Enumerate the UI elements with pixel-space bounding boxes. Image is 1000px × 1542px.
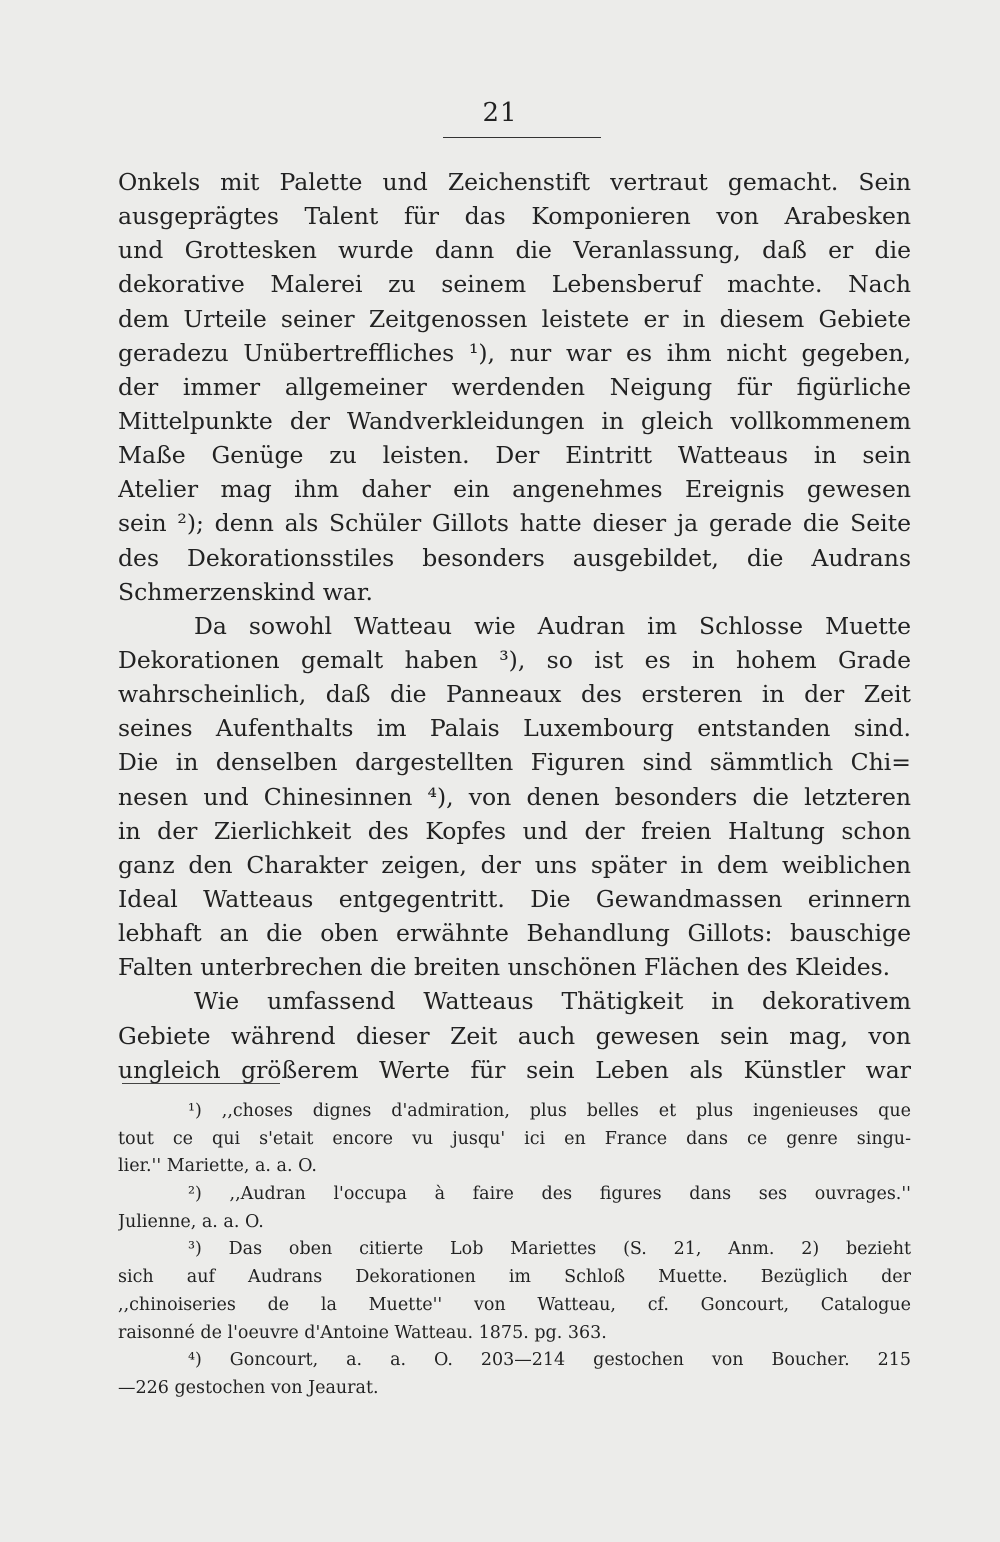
text-line: Wie umfassend Watteaus Thätigkeit in dekorativem — [194, 987, 911, 1016]
footnote-line: ,,chinoiseries de la Muette'' von Watteau, cf. Goncourt, Catalogue — [118, 1294, 911, 1315]
footnote-line: raisonné de l'oeuvre d'Antoine Watteau. 1875. pg. 363. — [118, 1322, 607, 1343]
text-line: ausgeprägtes Talent für das Komponieren von Arabesken — [118, 202, 911, 231]
body-text — [118, 165, 911, 1087]
text-line: in der Zierlichkeit des Kopfes und der freien Haltung schon — [118, 816, 911, 845]
text-line: Schmerzenskind war. — [118, 577, 373, 606]
text-line: und Grottesken wurde dann die Veranlassung, daß er die — [118, 236, 911, 265]
text-line: Mittelpunkte der Wandverkleidungen in gleich vollkommenem — [118, 406, 911, 435]
text-line: Gebiete während dieser Zeit auch gewesen sein mag, von — [118, 1021, 911, 1050]
footnote-line: ³) Das oben citierte Lob Mariettes (S. 21, Anm. 2) bezieht — [188, 1239, 911, 1260]
text-line: Da sowohl Watteau wie Audran im Schlosse Muette — [194, 611, 911, 640]
text-line: lebhaft an die oben erwähnte Behandlung Gillots: bauschige — [118, 919, 911, 948]
footnote-rule — [122, 1083, 280, 1084]
footnote-line: sich auf Audrans Dekorationen im Schloß Muette. Bezüglich der — [118, 1267, 911, 1288]
text-line: sein ²); denn als Schüler Gillots hatte dieser ja gerade die Seite — [118, 509, 911, 538]
text-line: der immer allgemeiner werdenden Neigung für figürliche — [118, 372, 911, 401]
footnote-line: ¹) ,,choses dignes d'admiration, plus belles et plus ingenieuses que — [188, 1101, 911, 1121]
footnote-line: tout ce qui s'etait encore vu jusqu' ici en France dans ce genre singu- — [118, 1128, 911, 1149]
text-line: Onkels mit Palette und Zeichenstift vertraut gemacht. Sein — [118, 168, 911, 196]
footnote-line: Julienne, a. a. O. — [118, 1211, 264, 1232]
header-rule — [443, 137, 601, 138]
text-line: nesen und Chinesinnen ⁴), von denen besonders die letzteren — [118, 782, 911, 811]
text-line: Falten unterbrechen die breiten unschönen Flächen des Kleides. — [118, 953, 891, 982]
text-line: seines Aufenthalts im Palais Luxembourg entstanden sind. — [118, 714, 911, 743]
page-number: 21 — [482, 98, 518, 128]
text-line: ungleich größerem Werte für sein Leben als Künstler war — [118, 1055, 911, 1084]
text-line: Die in denselben dargestellten Figuren sind sämmtlich Chi= — [118, 748, 911, 777]
text-line: Dekorationen gemalt haben ³), so ist es in hohem Grade — [118, 645, 911, 674]
text-line: wahrscheinlich, daß die Panneaux des ersteren in der Zeit — [118, 680, 911, 709]
text-line: ganz den Charakter zeigen, der uns später in dem weiblichen — [118, 850, 911, 879]
text-line: dekorative Malerei zu seinem Lebensberuf machte. Nach — [118, 270, 911, 299]
footnote-line: lier.'' Mariette, a. a. O. — [118, 1156, 317, 1177]
text-line: Ideal Watteaus entgegentritt. Die Gewandmassen erinnern — [118, 884, 911, 913]
text-line: Atelier mag ihm daher ein angenehmes Ereignis gewesen — [118, 475, 911, 504]
text-line: Maße Genüge zu leisten. Der Eintritt Watteaus in sein — [118, 441, 911, 470]
footnotes — [118, 1098, 911, 1403]
text-line: dem Urteile seiner Zeitgenossen leistete er in diesem Gebiete — [118, 304, 911, 333]
footnote-line: ²) ,,Audran l'occupa à faire des figures dans ses ouvrages.'' — [188, 1184, 911, 1205]
footnote-line: —226 gestochen von Jeaurat. — [118, 1377, 379, 1398]
text-line: des Dekorationsstiles besonders ausgebildet, die Audrans — [118, 543, 911, 572]
footnote-line: ⁴) Goncourt, a. a. O. 203—214 gestochen von Boucher. 215 — [188, 1350, 911, 1371]
text-line: geradezu Unübertreffliches ¹), nur war es ihm nicht gegeben, — [118, 338, 911, 367]
